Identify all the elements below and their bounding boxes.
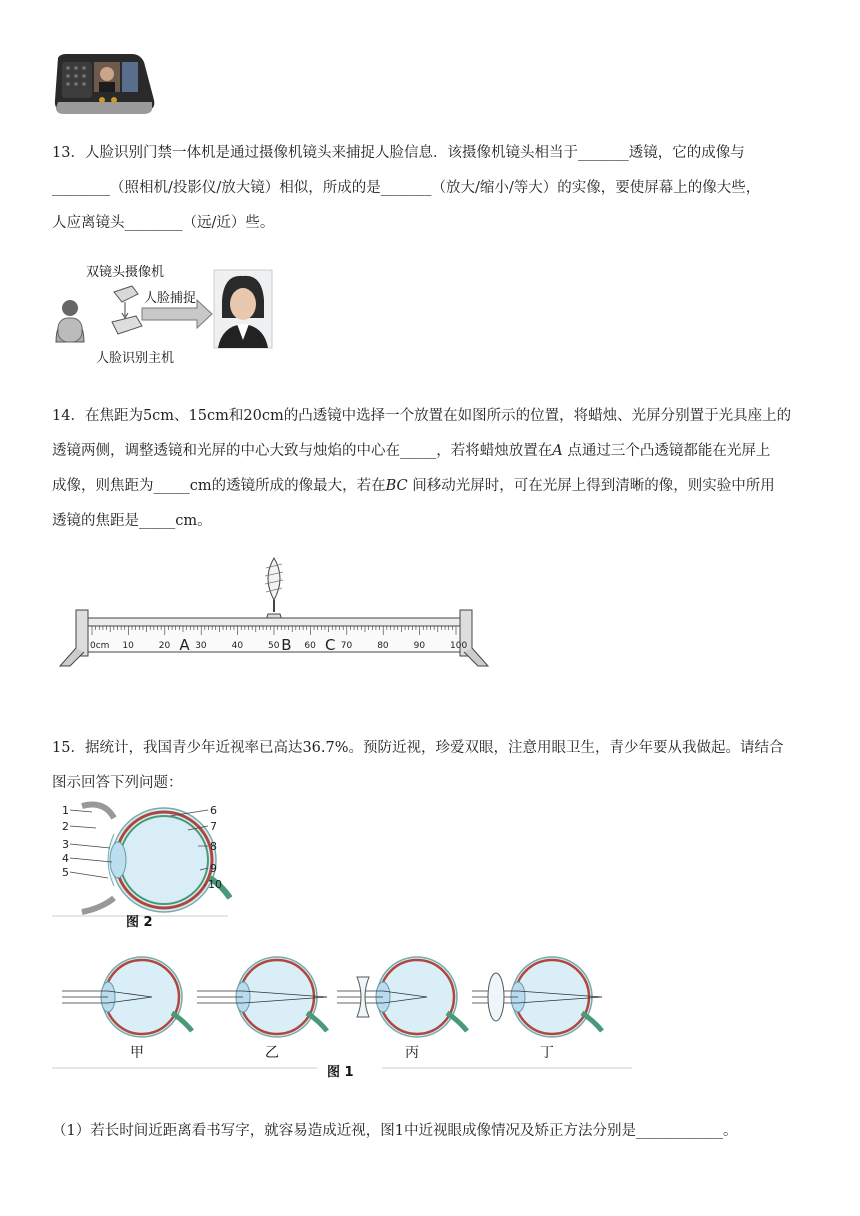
eye-label-number: 7 [210,820,217,833]
eye-panel-label: 丙 [405,1045,419,1061]
ruler-tick-label: 0cm [90,641,110,651]
ruler-tick-label: 10 [122,641,134,651]
ruler-tick-label: 100 [450,641,468,651]
q15-line-1: 15．据统计，我国青少年近视率已高达36.7%。预防近视，珍爱双眼，注意用眼卫生，青少年要从我做起。请结合 [52,740,784,756]
eye-label-number: 8 [210,840,217,853]
ruler-tick-label: 90 [413,641,426,651]
eye-panel-label: 甲 [130,1045,144,1061]
q13-line-3: 人应离镜头________（远/近）些。 [52,215,275,231]
ruler-tick-label: 40 [231,641,244,651]
person-icon [56,300,84,342]
bench-point-b: B [281,636,292,654]
point-a-var: A [552,443,563,459]
eye-anatomy-figure [52,800,232,930]
ruler-tick-label: 70 [340,641,353,651]
eye-label-number: 4 [62,852,69,865]
bc-var: BC [385,478,408,494]
eye-label-number: 6 [210,804,217,817]
dual-lens-camera-figure [52,260,277,370]
eye-label-number: 9 [210,862,217,875]
convex-lens-icon [488,973,504,1021]
eye-panel-label: 丁 [540,1045,554,1061]
eye-panel [197,957,327,1061]
q15-sub1: （1）若长时间近距离看书写字，就容易造成近视，图1中近视眼成像情况及矫正方法分别是____________。 [52,1123,738,1139]
ruler-tick-label: 30 [195,641,207,651]
eye-panel [337,957,467,1061]
face-recognition-device-image [52,52,156,116]
capture-label: 人脸捕捉 [144,291,197,306]
host-label: 人脸识别主机 [96,351,175,366]
q14-line-1: 14．在焦距为5cm、15cm和20cm的凸透镜中选择一个放置在如图所示的位置，将蜡烛、光屏分别置于光具座上的 [52,408,792,424]
eye-panels [62,957,602,1061]
eye-panel [472,957,602,1061]
bench-point-a: A [179,636,190,654]
camera-label: 双镜头摄像机 [86,265,165,280]
eye-label-number: 1 [62,804,69,817]
q13-line-1: 13．人脸识别门禁一体机是通过摄像机镜头来捕捉人脸信息．该摄像机镜头相当于_______透镜，它的成像与 [52,145,745,161]
optical-bench-figure [56,556,496,668]
eye-label-number: 3 [62,838,69,851]
ruler-tick-label: 80 [377,641,389,651]
q14-line-3: 成像，则焦距为_____cm的透镜所成的像最大，若在BC 间移动光屏时，可在光屏上得到清晰的像，则实验中所用 [52,478,775,494]
fig1-caption: 图 1 [327,1065,354,1080]
ruler-tick-label: 20 [158,641,171,651]
eye-panel [62,957,192,1061]
eye-label-number: 5 [62,866,69,879]
convex-lens-icon [264,558,284,626]
q14-line-2: 透镜两侧，调整透镜和光屏的中心大致与烛焰的中心在_____，若将蜡烛放置在A 点通过三个凸透镜都能在光屏上 [52,443,771,459]
eye-defect-comparison-figure [52,945,642,1085]
q15-line-2: 图示回答下列问题： [52,775,183,791]
eye-label-number: 2 [62,820,69,833]
bench-point-c: C [324,636,336,654]
eye-panel-label: 乙 [265,1045,279,1061]
q14-line-4: 透镜的焦距是_____cm。 [52,513,212,529]
eye-label-number: 10 [208,878,222,891]
ruler-tick-label: 50 [268,641,280,651]
fig2-caption: 图 2 [126,915,153,930]
ruler-tick-label: 60 [304,641,316,651]
eye-label-numbers-left [62,804,112,879]
q13-line-2: ________（照相机/投影仪/放大镜）相似，所成的是_______（放大/缩小/等大）的实像，要使屏幕上的像大些， [52,180,761,196]
